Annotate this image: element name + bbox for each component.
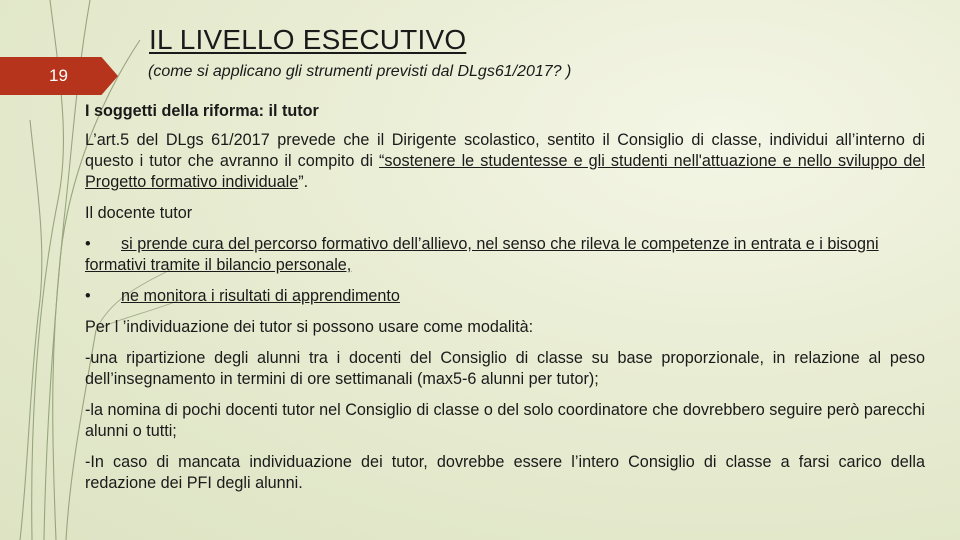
slide-title: IL LIVELLO ESECUTIVO	[149, 24, 467, 55]
tutor-label: Il docente tutor	[85, 204, 193, 222]
option-item: -la nomina di pochi docenti tutor nel Consiglio di classe o del solo coordinatore che dovrebbero seguire però parecchi alunni o tutti;	[85, 401, 925, 440]
bullet-icon: •	[85, 287, 91, 305]
option-item: -In caso di mancata individuazione dei tutor, dovrebbe essere l’intero Consiglio di classe a farsi carico della redazione dei PFI degli alunni.	[85, 453, 925, 492]
bullet-text: si prende cura del percorso formativo dell’allievo, nel senso che rileva le competenze in entrata e i bisogni formativi tramite il bilancio personale,	[85, 235, 879, 274]
intro-paragraph	[85, 130, 925, 193]
option-item: -una ripartizione degli alunni tra i docenti del Consiglio di classe su base proporzionale, in relazione al peso dell’insegnamento in termini di ore settimanali (max5-6 alunni per tutor);	[85, 349, 925, 388]
intro-quote: “sostenere le studentesse e gli studenti nell'attuazione e nello sviluppo del Progetto formativo individuale	[85, 152, 925, 191]
bullet-icon: •	[85, 235, 91, 253]
bullet-item	[85, 234, 925, 276]
intro-text: L’art.5 del DLgs 61/2017 prevede che il Dirigente scolastico, sentito il Consiglio di classe, individui all’interno di questo i tutor che avranno il compito di	[85, 131, 925, 170]
slide-subtitle: (come si applicano gli strumenti previsti dal DLgs61/2017? )	[148, 63, 572, 80]
modalita-label: Per l ’individuazione dei tutor si possono usare come modalità:	[85, 318, 534, 336]
section-heading: I soggetti della riforma: il tutor	[85, 102, 319, 120]
slide-number: 19	[49, 66, 68, 85]
intro-end: ”.	[298, 173, 309, 191]
slide-body	[85, 101, 925, 494]
bullet-item	[85, 286, 925, 307]
bullet-text: ne monitora i risultati di apprendimento	[121, 287, 400, 305]
